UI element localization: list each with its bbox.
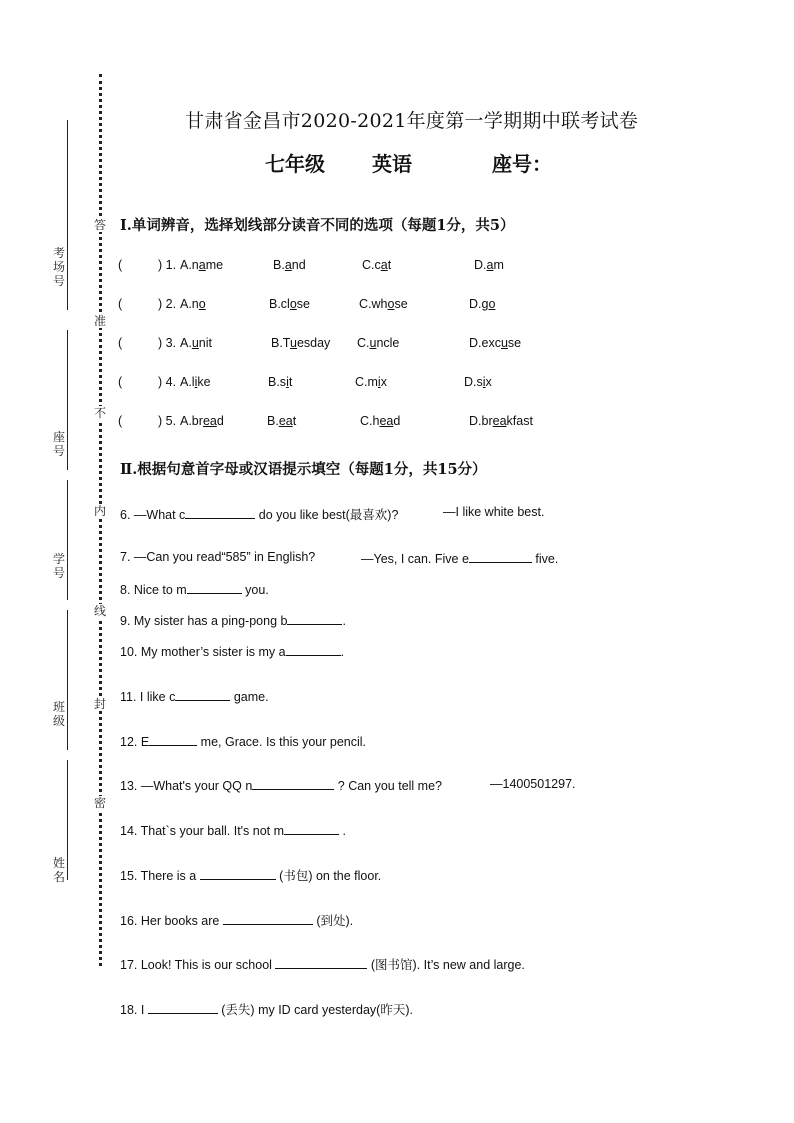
answer-blank[interactable] <box>284 822 339 835</box>
question-16: 16. Her books are (到处). <box>120 914 354 928</box>
question-13-reply: —1400501297. <box>490 777 576 791</box>
question-number: ) 3. <box>158 336 177 350</box>
question-6-reply: —I like white best. <box>443 505 545 519</box>
mc-question-3 <box>118 336 678 354</box>
option-B: B.eat <box>267 414 297 428</box>
question-number: ) 2. <box>158 297 177 311</box>
student-id-label: 学号 <box>52 552 65 580</box>
option-D: D.go <box>469 297 496 311</box>
option-D: D.excuse <box>469 336 522 350</box>
section-2-heading: Ⅱ.根据句意首字母或汉语提示填空（每题1分，共15分） <box>120 461 487 478</box>
binding-dotted-line <box>99 74 102 966</box>
seal-char-mi: 密 <box>93 796 106 810</box>
option-B: B.Tuesday <box>271 336 331 350</box>
section-1-heading: Ⅰ.单词辨音，选择划线部分读音不同的选项（每题1分，共5） <box>120 217 515 234</box>
question-number: ) 4. <box>158 375 177 389</box>
subject-label: 英语 <box>372 152 412 176</box>
question-12: 12. E me, Grace. Is this your pencil. <box>120 735 366 749</box>
answer-paren-open[interactable]: ( <box>118 297 123 311</box>
answer-blank[interactable] <box>187 581 242 594</box>
answer-blank[interactable] <box>200 867 276 880</box>
exam-title: 甘肃省金昌市2020-2021年度第一学期期中联考试卷 <box>185 110 639 132</box>
mc-question-2 <box>118 297 678 315</box>
answer-blank[interactable] <box>286 643 341 656</box>
option-C: C.mix <box>355 375 387 389</box>
option-C: C.cat <box>362 258 392 272</box>
answer-blank[interactable] <box>252 777 334 790</box>
seal-char-da: 答 <box>93 218 106 232</box>
option-A: A.like <box>180 375 211 389</box>
question-8: 8. Nice to m you. <box>120 583 269 597</box>
mc-question-1 <box>118 258 678 276</box>
seal-char-bu: 不 <box>93 406 106 420</box>
question-number: ) 5. <box>158 414 177 428</box>
question-7: 7. —Can you read“585” in English? <box>120 550 316 564</box>
option-A: A.no <box>180 297 206 311</box>
exam-room-line <box>67 120 68 310</box>
answer-blank[interactable] <box>223 912 313 925</box>
answer-blank[interactable] <box>275 956 367 969</box>
seal-char-feng: 封 <box>93 697 106 711</box>
class-line <box>67 610 68 750</box>
question-18: 18. I (丢失) my ID card yesterday(昨天). <box>120 1003 413 1017</box>
answer-blank[interactable] <box>149 733 197 746</box>
seat-number-label: 座号： <box>492 152 552 176</box>
name-label: 姓名 <box>52 856 65 884</box>
question-number: ) 1. <box>158 258 177 272</box>
answer-paren-open[interactable]: ( <box>118 336 123 350</box>
answer-paren-open[interactable]: ( <box>118 375 123 389</box>
question-17: 17. Look! This is our school (图书馆). It’s new and large. <box>120 958 525 972</box>
option-A: A.name <box>180 258 224 272</box>
option-C: C.uncle <box>357 336 400 350</box>
option-A: A.bread <box>180 414 224 428</box>
option-B: B.and <box>273 258 306 272</box>
grade-label: 七年级 <box>265 152 325 176</box>
student-id-line <box>67 480 68 600</box>
option-D: D.am <box>474 258 504 272</box>
answer-blank[interactable] <box>469 550 532 563</box>
mc-question-5 <box>118 414 678 432</box>
question-13: 13. —What's your QQ n ? Can you tell me? <box>120 779 442 793</box>
option-C: C.head <box>360 414 401 428</box>
exam-room-label: 考场号 <box>52 246 65 288</box>
answer-paren-open[interactable]: ( <box>118 414 123 428</box>
option-D: D.six <box>464 375 492 389</box>
seat-label: 座号 <box>52 430 65 458</box>
question-15: 15. There is a (书包) on the floor. <box>120 869 382 883</box>
answer-blank[interactable] <box>185 506 255 519</box>
seal-char-zhun: 准 <box>93 314 106 328</box>
answer-blank[interactable] <box>175 688 230 701</box>
option-C: C.whose <box>359 297 408 311</box>
question-9: 9. My sister has a ping-pong b . <box>120 614 346 628</box>
question-7-reply: —Yes, I can. Five e five. <box>361 552 559 566</box>
option-B: B.sit <box>268 375 293 389</box>
option-D: D.breakfast <box>469 414 533 428</box>
seal-char-xian: 线 <box>93 604 106 618</box>
answer-paren-open[interactable]: ( <box>118 258 123 272</box>
answer-blank[interactable] <box>148 1001 218 1014</box>
question-11: 11. I like c game. <box>120 690 269 704</box>
option-A: A.unit <box>180 336 212 350</box>
seat-line <box>67 330 68 470</box>
class-label: 班级 <box>52 700 65 728</box>
mc-question-4 <box>118 375 678 393</box>
question-10: 10. My mother’s sister is my a . <box>120 645 345 659</box>
option-B: B.close <box>269 297 310 311</box>
question-6: 6. —What c do you like best(最喜欢)? <box>120 508 399 522</box>
seal-char-nei: 内 <box>93 504 106 518</box>
answer-blank[interactable] <box>287 612 342 625</box>
question-14: 14. That`s your ball. It's not m . <box>120 824 346 838</box>
name-line <box>67 760 68 880</box>
